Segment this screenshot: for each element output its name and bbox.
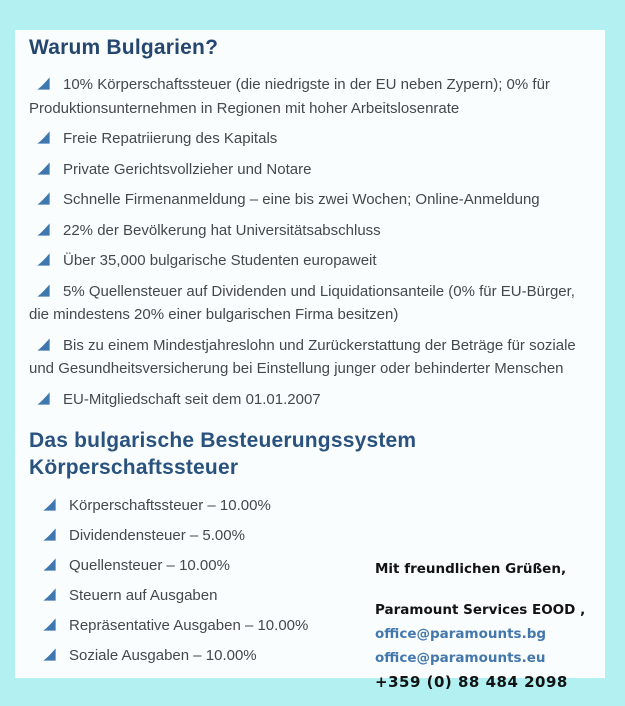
list-item xyxy=(29,249,591,273)
list-item-text: 22% der Bevölkerung hat Universitätsabschluss xyxy=(63,221,381,239)
list-item-text: Soziale Ausgaben – 10.00% xyxy=(69,647,257,664)
list-item xyxy=(29,219,591,243)
triangle-bullet-icon xyxy=(43,528,56,541)
triangle-bullet-icon xyxy=(37,253,50,266)
list-item-text: Private Gerichtsvollzieher und Notare xyxy=(63,160,312,178)
signature-company: Paramount Services EOOD , xyxy=(375,602,586,618)
triangle-bullet-icon xyxy=(43,588,56,601)
triangle-bullet-icon xyxy=(37,77,50,90)
list-item xyxy=(29,525,591,547)
triangle-bullet-icon xyxy=(37,223,50,236)
triangle-bullet-icon xyxy=(37,131,50,144)
list-item-text: Über 35,000 bulgarische Studenten europaweit xyxy=(63,252,377,269)
list-item xyxy=(29,158,591,182)
list-item-text: EU-Mitgliedschaft seit dem 01.01.2007 xyxy=(63,390,321,408)
list-item xyxy=(29,127,591,151)
list-item-text: 10% Körperschaftssteuer (die niedrigste in der EU neben Zypern); 0% für Produktionsunternehmen in Regionen mit hoher Arbeitslosenrate xyxy=(29,76,550,117)
list-item-text: Freie Repatriierung des Kapitals xyxy=(63,130,278,147)
list-item-text: Dividendensteuer – 5.00% xyxy=(69,527,245,544)
list-item-text: Quellensteuer – 10.00% xyxy=(69,557,230,574)
list-item-text: Körperschaftssteuer – 10.00% xyxy=(69,497,271,514)
list-item xyxy=(29,280,591,327)
triangle-bullet-icon xyxy=(43,648,56,661)
content-card xyxy=(15,30,605,691)
list-item-text: Steuern auf Ausgaben xyxy=(69,587,218,604)
section1-list xyxy=(29,73,591,411)
section1-title: Warum Bulgarien? xyxy=(29,36,219,59)
signature-greeting: Mit freundlichen Grüßen, xyxy=(375,561,567,577)
triangle-bullet-icon xyxy=(37,162,50,175)
list-item-text: Bis zu einem Mindestjahreslohn und Zurückerstattung der Beträge für soziale und Gesundheitsversicherung bei Einstellung junger oder behinderter Menschen xyxy=(29,336,576,377)
signature-email-eu[interactable]: office@paramounts.eu xyxy=(375,650,546,666)
triangle-bullet-icon xyxy=(43,498,56,511)
list-item-text: Schnelle Firmenanmeldung – eine bis zwei Wochen; Online-Anmeldung xyxy=(63,191,540,208)
signature-phone: +359 (0) 88 484 2098 xyxy=(375,673,568,691)
list-item xyxy=(29,495,591,517)
triangle-bullet-icon xyxy=(37,284,50,297)
triangle-bullet-icon xyxy=(37,392,50,405)
list-item xyxy=(29,388,591,412)
triangle-bullet-icon xyxy=(43,558,56,571)
triangle-bullet-icon xyxy=(37,338,50,351)
section2-title-line1: Das bulgarische Besteuerungssystem xyxy=(29,429,417,452)
list-item xyxy=(29,73,591,120)
list-item xyxy=(29,334,591,381)
section2-title xyxy=(29,427,591,481)
triangle-bullet-icon xyxy=(43,618,56,631)
list-item-text: 5% Quellensteuer auf Dividenden und Liquidationsanteile (0% für EU-Bürger, die mindestens 20% einer bulgarischen Firma besitzen) xyxy=(29,282,575,323)
list-item-text: Repräsentative Ausgaben – 10.00% xyxy=(69,617,309,634)
signature-block xyxy=(375,561,595,694)
triangle-bullet-icon xyxy=(37,192,50,205)
list-item xyxy=(29,188,591,212)
section2-title-line2: Körperschaftssteuer xyxy=(29,456,239,479)
signature-email-bg[interactable]: office@paramounts.bg xyxy=(375,626,547,642)
